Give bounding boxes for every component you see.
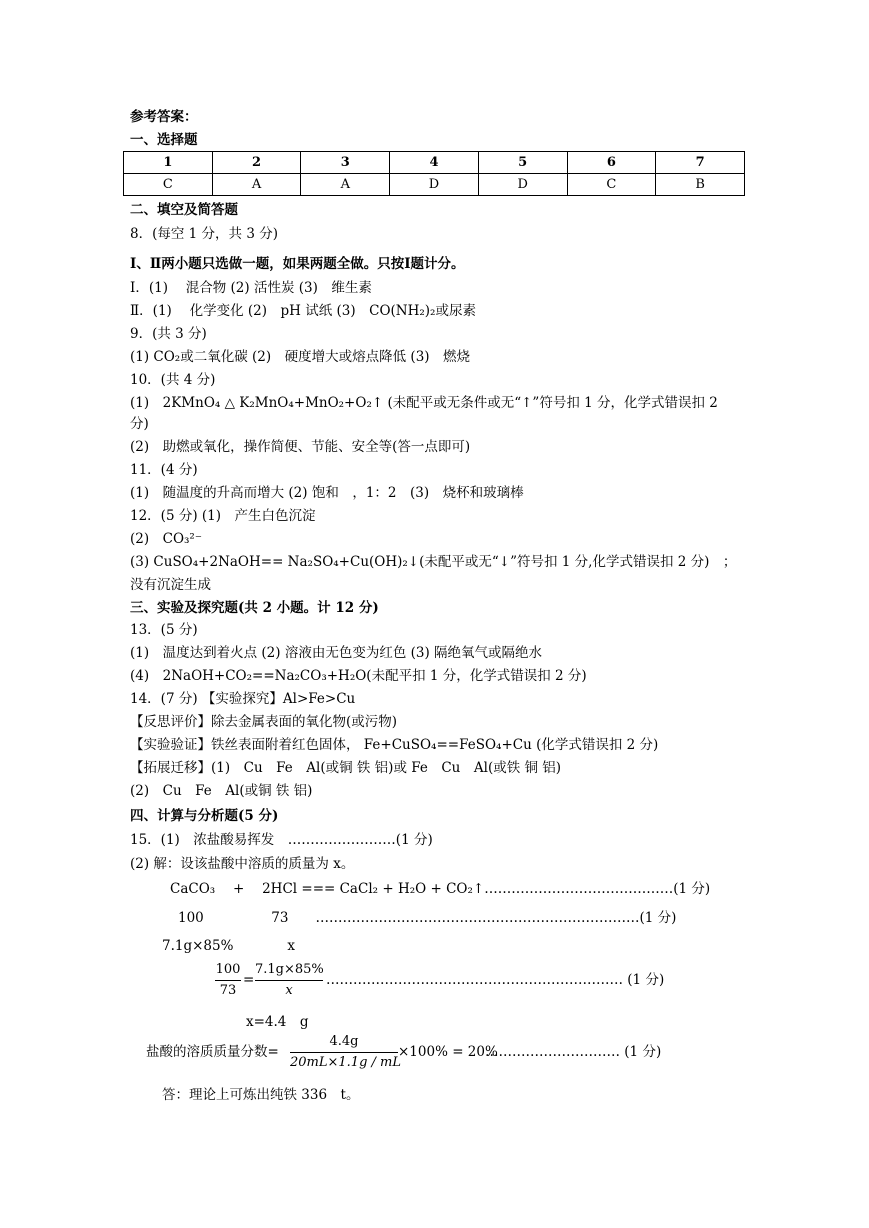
answer-line: (2) 解：设该盐酸中溶质的质量为 x。	[130, 856, 355, 872]
answer-line: (2) Cu Fe Al(或铜 铁 铝)	[130, 783, 313, 799]
answer-line: Ⅱ．(1) 化学变化 (2) pH 试纸 (3) CO(NH₂)₂或尿素	[130, 303, 476, 319]
answer-line: 13．(5 分)	[130, 622, 198, 638]
fraction-denominator: 73	[219, 983, 237, 998]
fraction-numerator: 100	[215, 962, 241, 977]
answer-line: (3) CuSO₄+2NaOH== Na₂SO₄+Cu(OH)₂↓(未配平或无“↓”符号扣 1 分,化学式错误扣 2 分) ；	[130, 554, 737, 570]
answer-line: (4) 2NaOH+CO₂==Na₂CO₃+H₂O(未配平扣 1 分，化学式错误扣 2 分)	[130, 668, 587, 684]
answer-line: 10．(共 4 分)	[130, 372, 216, 388]
fraction-denominator: x	[285, 983, 293, 998]
page-title: 参考答案：	[130, 109, 198, 125]
table-row	[124, 174, 745, 196]
answer-line: (1) 温度达到着火点 (2) 溶液由无色变为红色 (3) 隔绝氧气或隔绝水	[130, 645, 543, 661]
fraction-bar	[215, 980, 241, 981]
answer-line: 【拓展迁移】(1) Cu Fe Al(或铜 铁 铝)或 Fe Cu Al(或铁 铜 铝)	[130, 760, 562, 776]
answer-line: 9．(共 3 分)	[130, 326, 207, 342]
score-dots: ………………………… (1 分)	[485, 1044, 662, 1060]
fraction-percent	[290, 1034, 401, 1071]
score-dots: ………………………………………………………… (1 分)	[326, 972, 665, 988]
table-cell: A	[212, 174, 301, 196]
table-header-cell: 7	[656, 152, 745, 174]
answer-table	[123, 151, 745, 196]
fraction-numerator: 4.4g	[329, 1034, 359, 1049]
answer-line: (1) CO₂或二氧化碳 (2) 硬度增大或熔点降低 (3) 燃烧	[130, 349, 471, 365]
table-cell: D	[390, 174, 479, 196]
answer-line: (2) CO₃²⁻	[130, 531, 202, 547]
table-header-cell: 3	[301, 152, 390, 174]
table-header-cell: 4	[390, 152, 479, 174]
answer-line: 【反思评价】除去金属表面的氧化物(或污物)	[130, 714, 398, 730]
fraction-denominator: 20mL×1.1g / mL	[290, 1055, 401, 1070]
answer-line: (1) 2KMnO₄ △ K₂MnO₄+MnO₂+O₂↑ (未配平或无条件或无“↑”符号扣 1 分，化学式错误扣 2	[130, 395, 718, 411]
final-answer: 答：理论上可炼出纯铁 336 t。	[162, 1087, 360, 1103]
section3-title: 三、实验及探究题(共 2 小题。计 12 分)	[130, 600, 379, 616]
table-header-cell: 2	[212, 152, 301, 174]
fraction-right	[255, 962, 323, 999]
table-header-row	[124, 152, 745, 174]
answer-line: (1) 随温度的升高而增大 (2) 饱和 ，1：2 (3) 烧杯和玻璃棒	[130, 485, 524, 501]
answer-note: Ⅰ、Ⅱ两小题只选做一题，如果两题全做。只按Ⅰ题计分。	[130, 256, 465, 272]
section2-title: 二、填空及简答题	[130, 202, 238, 218]
table-cell: C	[567, 174, 656, 196]
table-cell: D	[478, 174, 567, 196]
equation-ratio-line: 100 73 ………………………………………………………………(1 分)	[178, 910, 677, 926]
answer-line: (2) 助燃或氧化，操作简便、节能、安全等(答一点即可)	[130, 439, 471, 455]
answer-line: 15．(1) 浓盐酸易挥发 ……………………(1 分)	[130, 832, 433, 848]
table-cell: A	[301, 174, 390, 196]
answer-line: 【实验验证】铁丝表面附着红色固体， Fe+CuSO₄==FeSO₄+Cu (化学式错误扣 2 分)	[130, 737, 659, 753]
percent-result: ×100% = 20%	[398, 1044, 498, 1060]
answer-line: 分)	[130, 416, 149, 432]
answer-line: Ⅰ．(1) 混合物 (2) 活性炭 (3) 维生素	[130, 280, 372, 296]
fraction-left	[215, 962, 241, 999]
fraction-bar	[290, 1052, 398, 1053]
table-header-cell: 6	[567, 152, 656, 174]
fraction-numerator: 7.1g×85%	[255, 962, 324, 977]
equation-line: CaCO₃ + 2HCl === CaCl₂ + H₂O + CO₂↑……………………………………(1 分)	[170, 881, 711, 897]
table-cell: C	[124, 174, 213, 196]
equation-values-line: 7.1g×85% x	[162, 938, 296, 954]
answer-line: 没有沉淀生成	[130, 577, 211, 593]
answer-line: 8．(每空 1 分，共 3 分)	[130, 226, 278, 242]
answer-line: 12．(5 分) (1) 产生白色沉淀	[130, 508, 316, 524]
answer-line: 11．(4 分)	[130, 462, 198, 478]
equals-sign: =	[243, 972, 255, 988]
result-line: x=4.4 g	[246, 1014, 309, 1030]
section4-title: 四、计算与分析题(5 分)	[130, 808, 279, 824]
table-header-cell: 1	[124, 152, 213, 174]
table-cell: B	[656, 174, 745, 196]
percent-label: 盐酸的溶质质量分数=	[146, 1044, 279, 1060]
table-header-cell: 5	[478, 152, 567, 174]
fraction-bar	[255, 980, 323, 981]
section1-title: 一、选择题	[130, 132, 198, 148]
answer-line: 14．(7 分) 【实验探究】Al>Fe>Cu	[130, 691, 356, 707]
